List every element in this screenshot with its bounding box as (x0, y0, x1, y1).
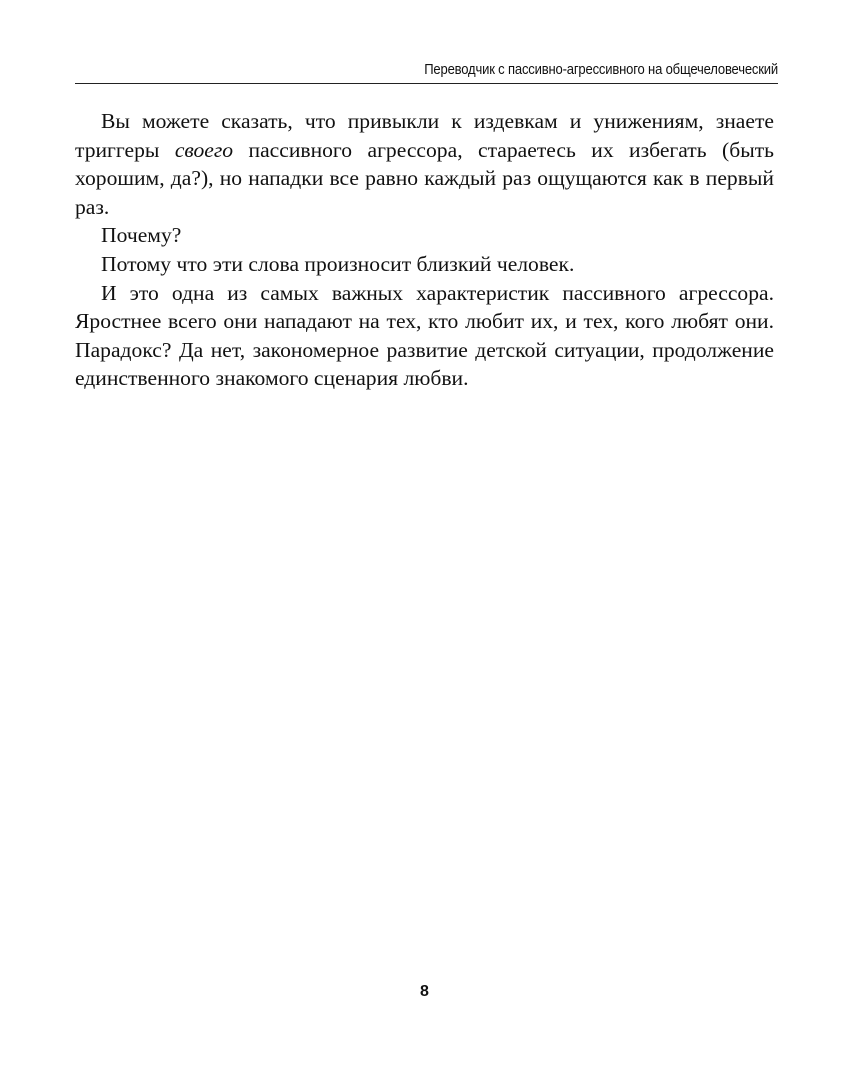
paragraph-2: Почему? (101, 223, 182, 248)
paragraph-4: И это одна из самых важных характеристик пассивного агрессора. Яростнее всего они нападают на тех, кто любит их, и тех, кого любят они. Парадокс? Да нет, закономерное развитие детской ситуации, продолжение единственного знакомого сценария любви. (75, 280, 774, 391)
paragraph-1-end: пассивного агрессора, стараетесь их избегать (быть хорошим, да?), но нападки все равно каждый раз ощущаются как в первый раз. (75, 137, 774, 219)
paragraph-3: Потому что эти слова произносит близкий человек. (101, 251, 575, 276)
paragraph-1 (75, 107, 774, 221)
body-text (75, 107, 774, 393)
paragraph-1-italic: своего (174, 137, 234, 162)
page-number: 8 (420, 983, 429, 1000)
running-header: Переводчик с пассивно-агрессивного на общечеловеческий (424, 62, 778, 78)
header-rule (75, 83, 778, 84)
paragraph-1-start: Вы можете сказать, что привыкли к издевкам и унижениям, знаете триггеры (75, 109, 774, 162)
